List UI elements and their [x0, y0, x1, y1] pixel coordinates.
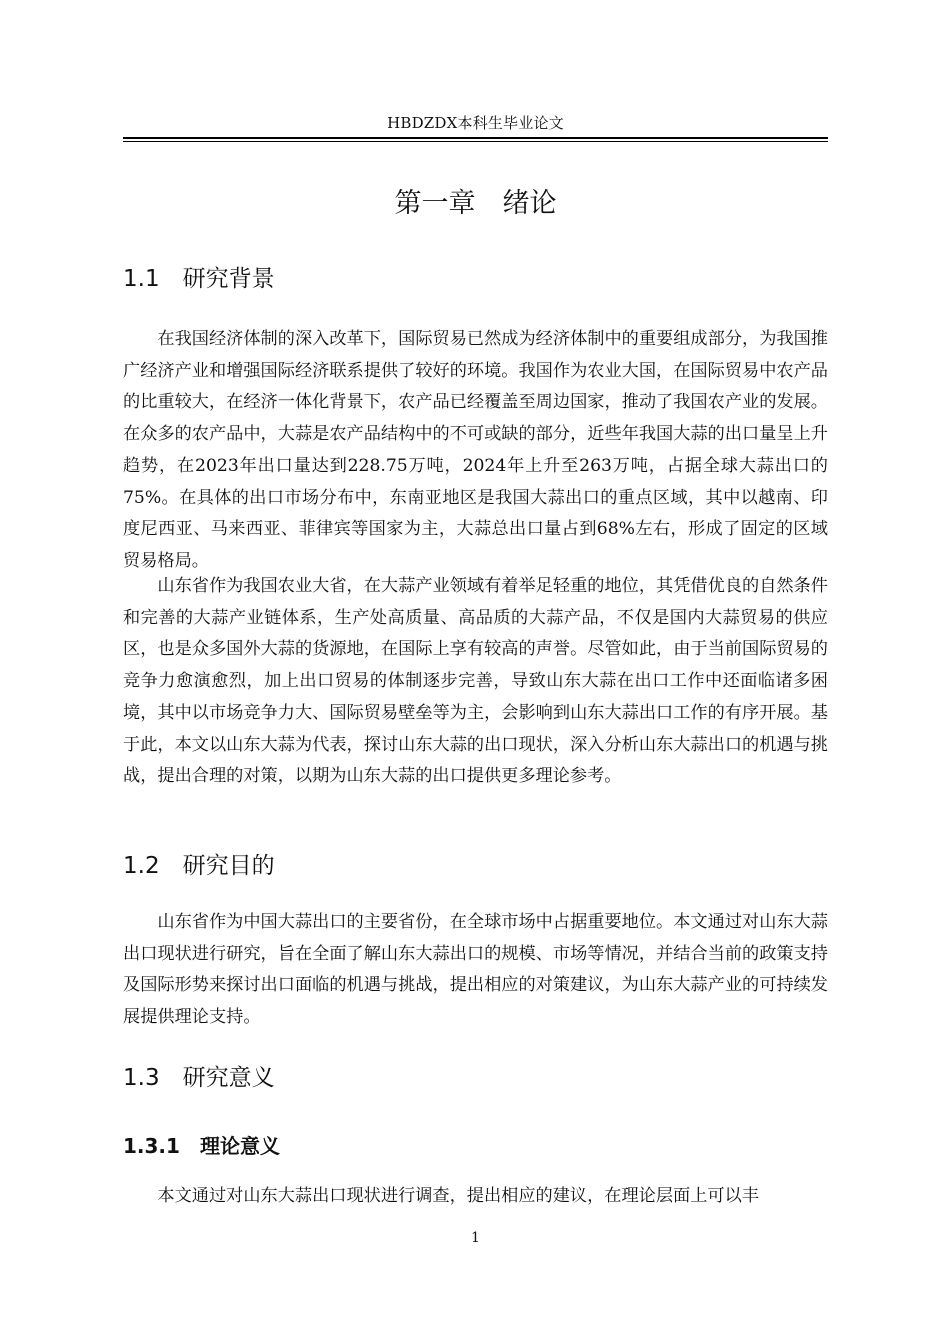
section-heading-1-3: 1.3 研究意义: [123, 1065, 275, 1091]
header-rule: [123, 137, 828, 139]
paragraph: 山东省作为中国大蒜出口的主要省份，在全球市场中占据重要地位。本文通过对山东大蒜出口现状进行研究，旨在全面了解山东大蒜出口的规模、市场等情况，并结合当前的政策支持及国际形势来探讨出口面临的机遇与挑战，提出相应的对策建议，为山东大蒜产业的可持续发展提供理论支持。: [123, 912, 828, 1028]
paragraph: 本文通过对山东大蒜出口现状进行调查，提出相应的建议，在理论层面上可以丰: [157, 1186, 759, 1206]
paragraph: 在我国经济体制的深入改革下，国际贸易已然成为经济体制中的重要组成部分，为我国推广经济产业和增强国际经济联系提供了较好的环境。我国作为农业大国，在国际贸易中农产品的比重较大，在经济一体化背景下，农产品已经覆盖至周边国家，推动了我国农产业的发展。在众多的农产品中，大蒜是农产品结构中的不可或缺的部分，近些年我国大蒜的出口量呈上升趋势，在2023年出口量达到228.75万吨，2024年上升至263万吨，占据全球大蒜出口的75%。在具体的出口市场分布中，东南亚地区是我国大蒜出口的重点区域，其中以越南、印度尼西亚、马来西亚、菲律宾等国家为主，大蒜总出口量占到68%左右，形成了固定的区域贸易格局。: [123, 329, 828, 571]
header-rule-thin: [123, 141, 828, 142]
paragraph: 山东省作为我国农业大省，在大蒜产业领域有着举足轻重的地位，其凭借优良的自然条件和完善的大蒜产业链体系，生产处高质量、高品质的大蒜产品，不仅是国内大蒜贸易的供应区，也是众多国外大蒜的货源地，在国际上享有较高的声誉。尽管如此，由于当前国际贸易的竞争力愈演愈烈，加上出口贸易的体制逐步完善，导致山东大蒜在出口工作中还面临诸多困境，其中以市场竞争力大、国际贸易壁垒等为主，会影响到山东大蒜出口工作的有序开展。基于此，本文以山东大蒜为代表，探讨山东大蒜的出口现状，深入分析山东大蒜出口的机遇与挑战，提出合理的对策，以期为山东大蒜的出口提供更多理论参考。: [123, 576, 828, 787]
running-header: HBDZDX本科生毕业论文: [387, 114, 564, 132]
chapter-title: 第一章 绪论: [394, 188, 557, 219]
subsection-heading-1-3-1: 1.3.1 理论意义: [123, 1134, 280, 1158]
page-number: 1: [471, 1230, 480, 1246]
section-heading-1-2: 1.2 研究目的: [123, 853, 275, 879]
section-heading-1-1: 1.1 研究背景: [123, 266, 275, 292]
